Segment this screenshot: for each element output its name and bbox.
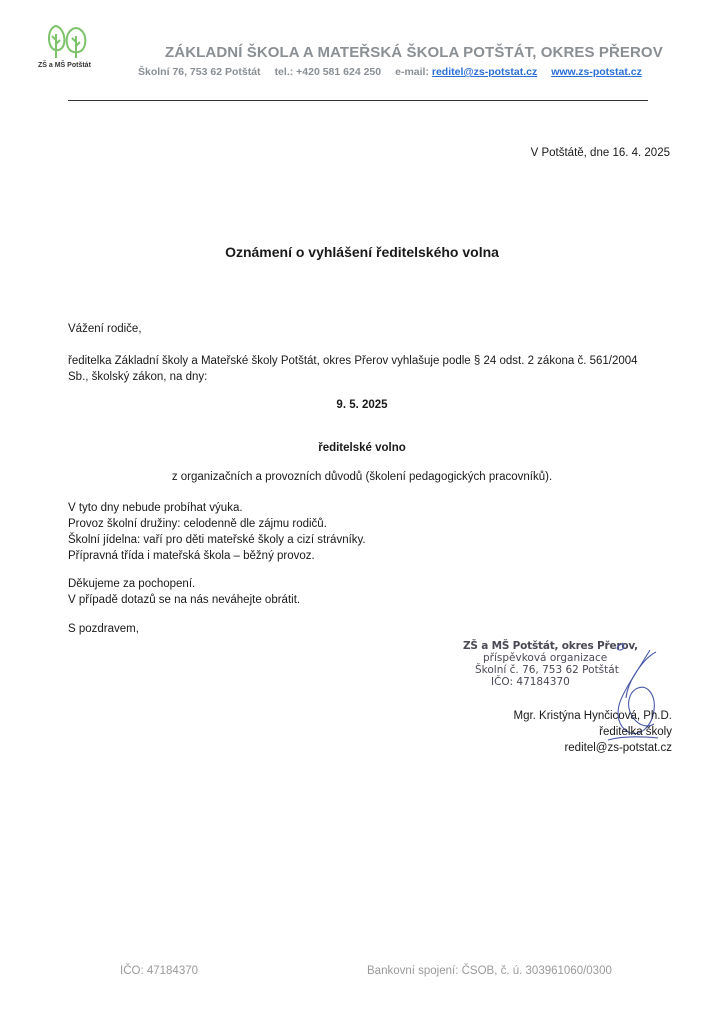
leave-date: 9. 5. 2025 xyxy=(336,399,388,411)
info-line: Provoz školní družiny: celodenně dle zájmu rodičů. xyxy=(68,518,327,530)
web-link[interactable]: www.zs-potstat.cz xyxy=(551,66,642,78)
school-address: Školní 76, 753 62 Potštát xyxy=(138,66,261,78)
info-line: Přípravná třída i mateřská škola – běžný provoz. xyxy=(68,550,315,562)
stamp-line-4: IČO: 47184370 xyxy=(491,676,570,688)
footer-ico: IČO: 47184370 xyxy=(120,965,199,977)
info-list xyxy=(68,500,366,564)
school-phone: tel.: +420 581 624 250 xyxy=(274,66,382,78)
stamp-line-1: ZŠ a MŠ Potštát, okres Přerov, xyxy=(463,640,638,652)
thanks-block xyxy=(68,576,300,608)
intro-paragraph xyxy=(68,353,668,385)
leave-type: ředitelské volno xyxy=(318,442,406,454)
contact-line xyxy=(138,66,642,78)
closing: S pozdravem, xyxy=(68,623,139,635)
email-link[interactable]: reditel@zs-potstat.cz xyxy=(431,66,538,78)
signature-block xyxy=(514,708,673,756)
intro-line-1: ředitelka Základní školy a Mateřské školy Potštát, okres Přerov vyhlašuje podle § 24 odst. 2 zákona č. 561/2004 xyxy=(68,355,638,367)
signatory-name: Mgr. Kristýna Hynčicová, Ph.D. xyxy=(513,710,672,722)
salutation: Vážení rodiče, xyxy=(68,323,142,335)
school-name: ZÁKLADNÍ ŠKOLA A MATEŘSKÁ ŠKOLA POTŠTÁT, OKRES PŘEROV xyxy=(165,44,663,61)
school-logo xyxy=(38,20,98,82)
info-line: Školní jídelna: vaří pro děti mateřské školy a cizí strávníky. xyxy=(68,534,366,546)
date-line: V Potštátě, dne 16. 4. 2025 xyxy=(530,147,670,159)
signatory-role: ředitelka školy xyxy=(599,726,672,738)
stamp-line-3: Školní č. 76, 753 62 Potštát xyxy=(475,664,619,676)
header-divider xyxy=(68,100,648,101)
stamp-line-2: příspěvková organizace xyxy=(483,652,608,664)
thanks-line: Děkujeme za pochopení. xyxy=(68,578,196,590)
intro-line-2: Sb., školský zákon, na dny: xyxy=(68,371,208,383)
info-line: V tyto dny nebude probíhat výuka. xyxy=(68,502,243,514)
logo-text: ZŠ a MŠ Potštát xyxy=(38,62,91,69)
signatory-email: reditel@zs-potstat.cz xyxy=(564,742,672,754)
document-title: Oznámení o vyhlášení ředitelského volna xyxy=(225,244,499,260)
footer-bank: Bankovní spojení: ČSOB, č. ú. 303961060/0300 xyxy=(367,965,612,977)
trees-logo-icon xyxy=(42,20,94,60)
thanks-line: V případě dotazů se na nás neváhejte obrátit. xyxy=(68,594,301,606)
leave-reason: z organizačních a provozních důvodů (školení pedagogických pracovníků). xyxy=(171,471,553,483)
email-label: e-mail: xyxy=(395,66,429,78)
